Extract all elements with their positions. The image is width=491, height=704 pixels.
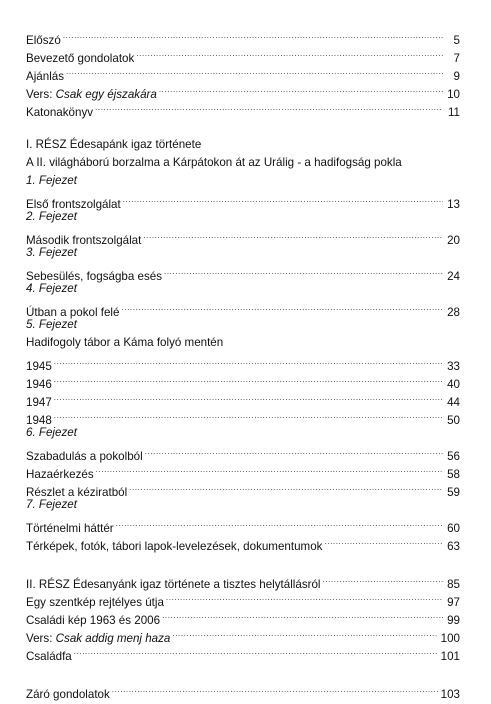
toc-entry-title: 1948 bbox=[26, 414, 52, 427]
toc-entry-italic-title: Csak addig menj haza bbox=[55, 632, 171, 645]
toc-entry-page: 101 bbox=[440, 650, 460, 663]
dot-leader bbox=[116, 514, 443, 532]
toc-entry-title: Családi kép 1963 és 2006 bbox=[26, 614, 161, 627]
chapter-5-heading: Hadifogoly tábor a Káma folyó mentén bbox=[26, 336, 224, 349]
dot-leader bbox=[323, 570, 444, 588]
toc-entry-katonakonyv bbox=[26, 98, 460, 119]
toc-entry-page: 7 bbox=[453, 52, 460, 65]
toc-entry bbox=[26, 388, 460, 409]
toc-entry-page: 5 bbox=[453, 34, 460, 47]
toc-entry-eloszo bbox=[26, 26, 460, 47]
dot-leader bbox=[54, 406, 443, 424]
toc-entry-title: Katonakönyv bbox=[26, 106, 94, 119]
dot-leader bbox=[96, 460, 443, 478]
toc-entry bbox=[26, 226, 460, 247]
chapter-5-label: 5. Fejezet bbox=[26, 318, 77, 331]
toc-entry-page: 99 bbox=[447, 614, 460, 627]
dot-leader bbox=[74, 642, 438, 660]
toc-entry bbox=[26, 370, 460, 391]
toc-entry-title: Útban a pokol felé bbox=[26, 306, 120, 319]
dot-leader bbox=[159, 80, 443, 98]
toc-entry-vers-1 bbox=[26, 80, 460, 101]
toc-entry-title: 1946 bbox=[26, 378, 52, 391]
chapter-4-label: 4. Fejezet bbox=[26, 282, 77, 295]
toc-entry bbox=[26, 642, 460, 663]
toc-entry-page: 28 bbox=[447, 306, 460, 319]
toc-entry-title: 1947 bbox=[26, 396, 52, 409]
part1-title: I. RÉSZ Édesapánk igaz története bbox=[26, 138, 202, 151]
toc-entry bbox=[26, 406, 460, 427]
toc-entry-title: Előszó bbox=[26, 34, 61, 47]
toc-entry-page: 9 bbox=[453, 70, 460, 83]
toc-entry-page: 11 bbox=[447, 106, 460, 119]
toc-entry bbox=[26, 190, 460, 211]
dot-leader bbox=[95, 98, 443, 116]
toc-entry bbox=[26, 588, 460, 609]
toc-entry-title: Záró gondolatok bbox=[26, 688, 110, 701]
dot-leader bbox=[123, 190, 443, 208]
toc-entry-page: 58 bbox=[447, 468, 460, 481]
chapter-1-label: 1. Fejezet bbox=[26, 174, 77, 187]
toc-entry-page: 44 bbox=[447, 396, 460, 409]
toc-entry bbox=[26, 532, 460, 553]
toc-entry-page: 56 bbox=[447, 450, 460, 463]
toc-entry-page: 40 bbox=[447, 378, 460, 391]
chapter-2-label: 2. Fejezet bbox=[26, 210, 77, 223]
dot-leader bbox=[164, 262, 443, 280]
dot-leader bbox=[63, 26, 443, 44]
dot-leader bbox=[162, 606, 443, 624]
dot-leader bbox=[66, 62, 443, 80]
toc-entry-bevezeto bbox=[26, 44, 460, 65]
dot-leader bbox=[136, 44, 443, 62]
toc-entry-title: Második frontszolgálat bbox=[26, 234, 142, 247]
dot-leader bbox=[143, 226, 443, 244]
toc-entry bbox=[26, 460, 460, 481]
toc-entry-title: Részlet a kéziratból bbox=[26, 486, 128, 499]
table-of-contents bbox=[26, 26, 460, 701]
chapter-6-label: 6. Fejezet bbox=[26, 426, 77, 439]
toc-entry-title: 1945 bbox=[26, 360, 52, 373]
toc-entry bbox=[26, 514, 460, 535]
dot-leader bbox=[54, 352, 443, 370]
part2-title-row bbox=[26, 570, 460, 591]
toc-entry-title: Sebesülés, fogságba esés bbox=[26, 270, 163, 283]
toc-entry-page: 50 bbox=[447, 414, 460, 427]
dot-leader bbox=[54, 388, 443, 406]
toc-entry-title: Első frontszolgálat bbox=[26, 198, 121, 211]
toc-entry-page: 103 bbox=[440, 688, 460, 701]
toc-entry bbox=[26, 298, 460, 319]
toc-entry-page: 59 bbox=[447, 486, 460, 499]
toc-entry-page: 33 bbox=[447, 360, 460, 373]
toc-entry-title: Térképek, fotók, tábori lapok-levelezések, dokumentumok bbox=[26, 540, 323, 553]
dot-leader bbox=[112, 680, 438, 698]
part1-subtitle: A II. világháború borzalma a Kárpátokon át az Urálig - a hadifogság pokla bbox=[26, 156, 402, 169]
toc-entry bbox=[26, 262, 460, 283]
toc-entry-closing bbox=[26, 680, 460, 701]
toc-entry-italic-title: Csak egy éjszakára bbox=[55, 88, 157, 101]
toc-entry-title: Ajánlás bbox=[26, 70, 65, 83]
toc-entry-page: 85 bbox=[447, 578, 460, 591]
toc-entry-page: 20 bbox=[447, 234, 460, 247]
toc-entry-title: Családfa bbox=[26, 650, 72, 663]
toc-entry-page: 24 bbox=[447, 270, 460, 283]
toc-entry bbox=[26, 352, 460, 373]
chapter-3-label: 3. Fejezet bbox=[26, 246, 77, 259]
toc-entry bbox=[26, 442, 460, 463]
toc-entry bbox=[26, 606, 460, 627]
toc-entry-title: Bevezető gondolatok bbox=[26, 52, 135, 65]
toc-entry-title: Szabadulás a pokolból bbox=[26, 450, 143, 463]
toc-entry-ajanlas bbox=[26, 62, 460, 83]
toc-entry-title: Egy szentkép rejtélyes útja bbox=[26, 596, 164, 609]
toc-entry-page: 13 bbox=[447, 198, 460, 211]
toc-entry-title: Történelmi háttér bbox=[26, 522, 114, 535]
toc-entry-page: 10 bbox=[447, 88, 460, 101]
toc-entry-vers-2 bbox=[26, 624, 460, 645]
toc-entry-page: 97 bbox=[447, 596, 460, 609]
toc-entry-page: 63 bbox=[447, 540, 460, 553]
toc-entry-title: Hazaérkezés bbox=[26, 468, 94, 481]
toc-entry-prefix: Vers: bbox=[26, 88, 56, 101]
dot-leader bbox=[172, 624, 437, 642]
toc-entry-prefix: Vers: bbox=[26, 632, 56, 645]
dot-leader bbox=[129, 478, 443, 496]
chapter-7-label: 7. Fejezet bbox=[26, 498, 77, 511]
dot-leader bbox=[324, 532, 443, 550]
dot-leader bbox=[166, 588, 443, 606]
toc-entry-page: 60 bbox=[447, 522, 460, 535]
dot-leader bbox=[145, 442, 443, 460]
dot-leader bbox=[54, 370, 443, 388]
dot-leader bbox=[121, 298, 443, 316]
toc-entry bbox=[26, 478, 460, 499]
toc-entry-page: 100 bbox=[440, 632, 460, 645]
part2-title: II. RÉSZ Édesanyánk igaz története a tisztes helytállásról bbox=[26, 578, 321, 591]
